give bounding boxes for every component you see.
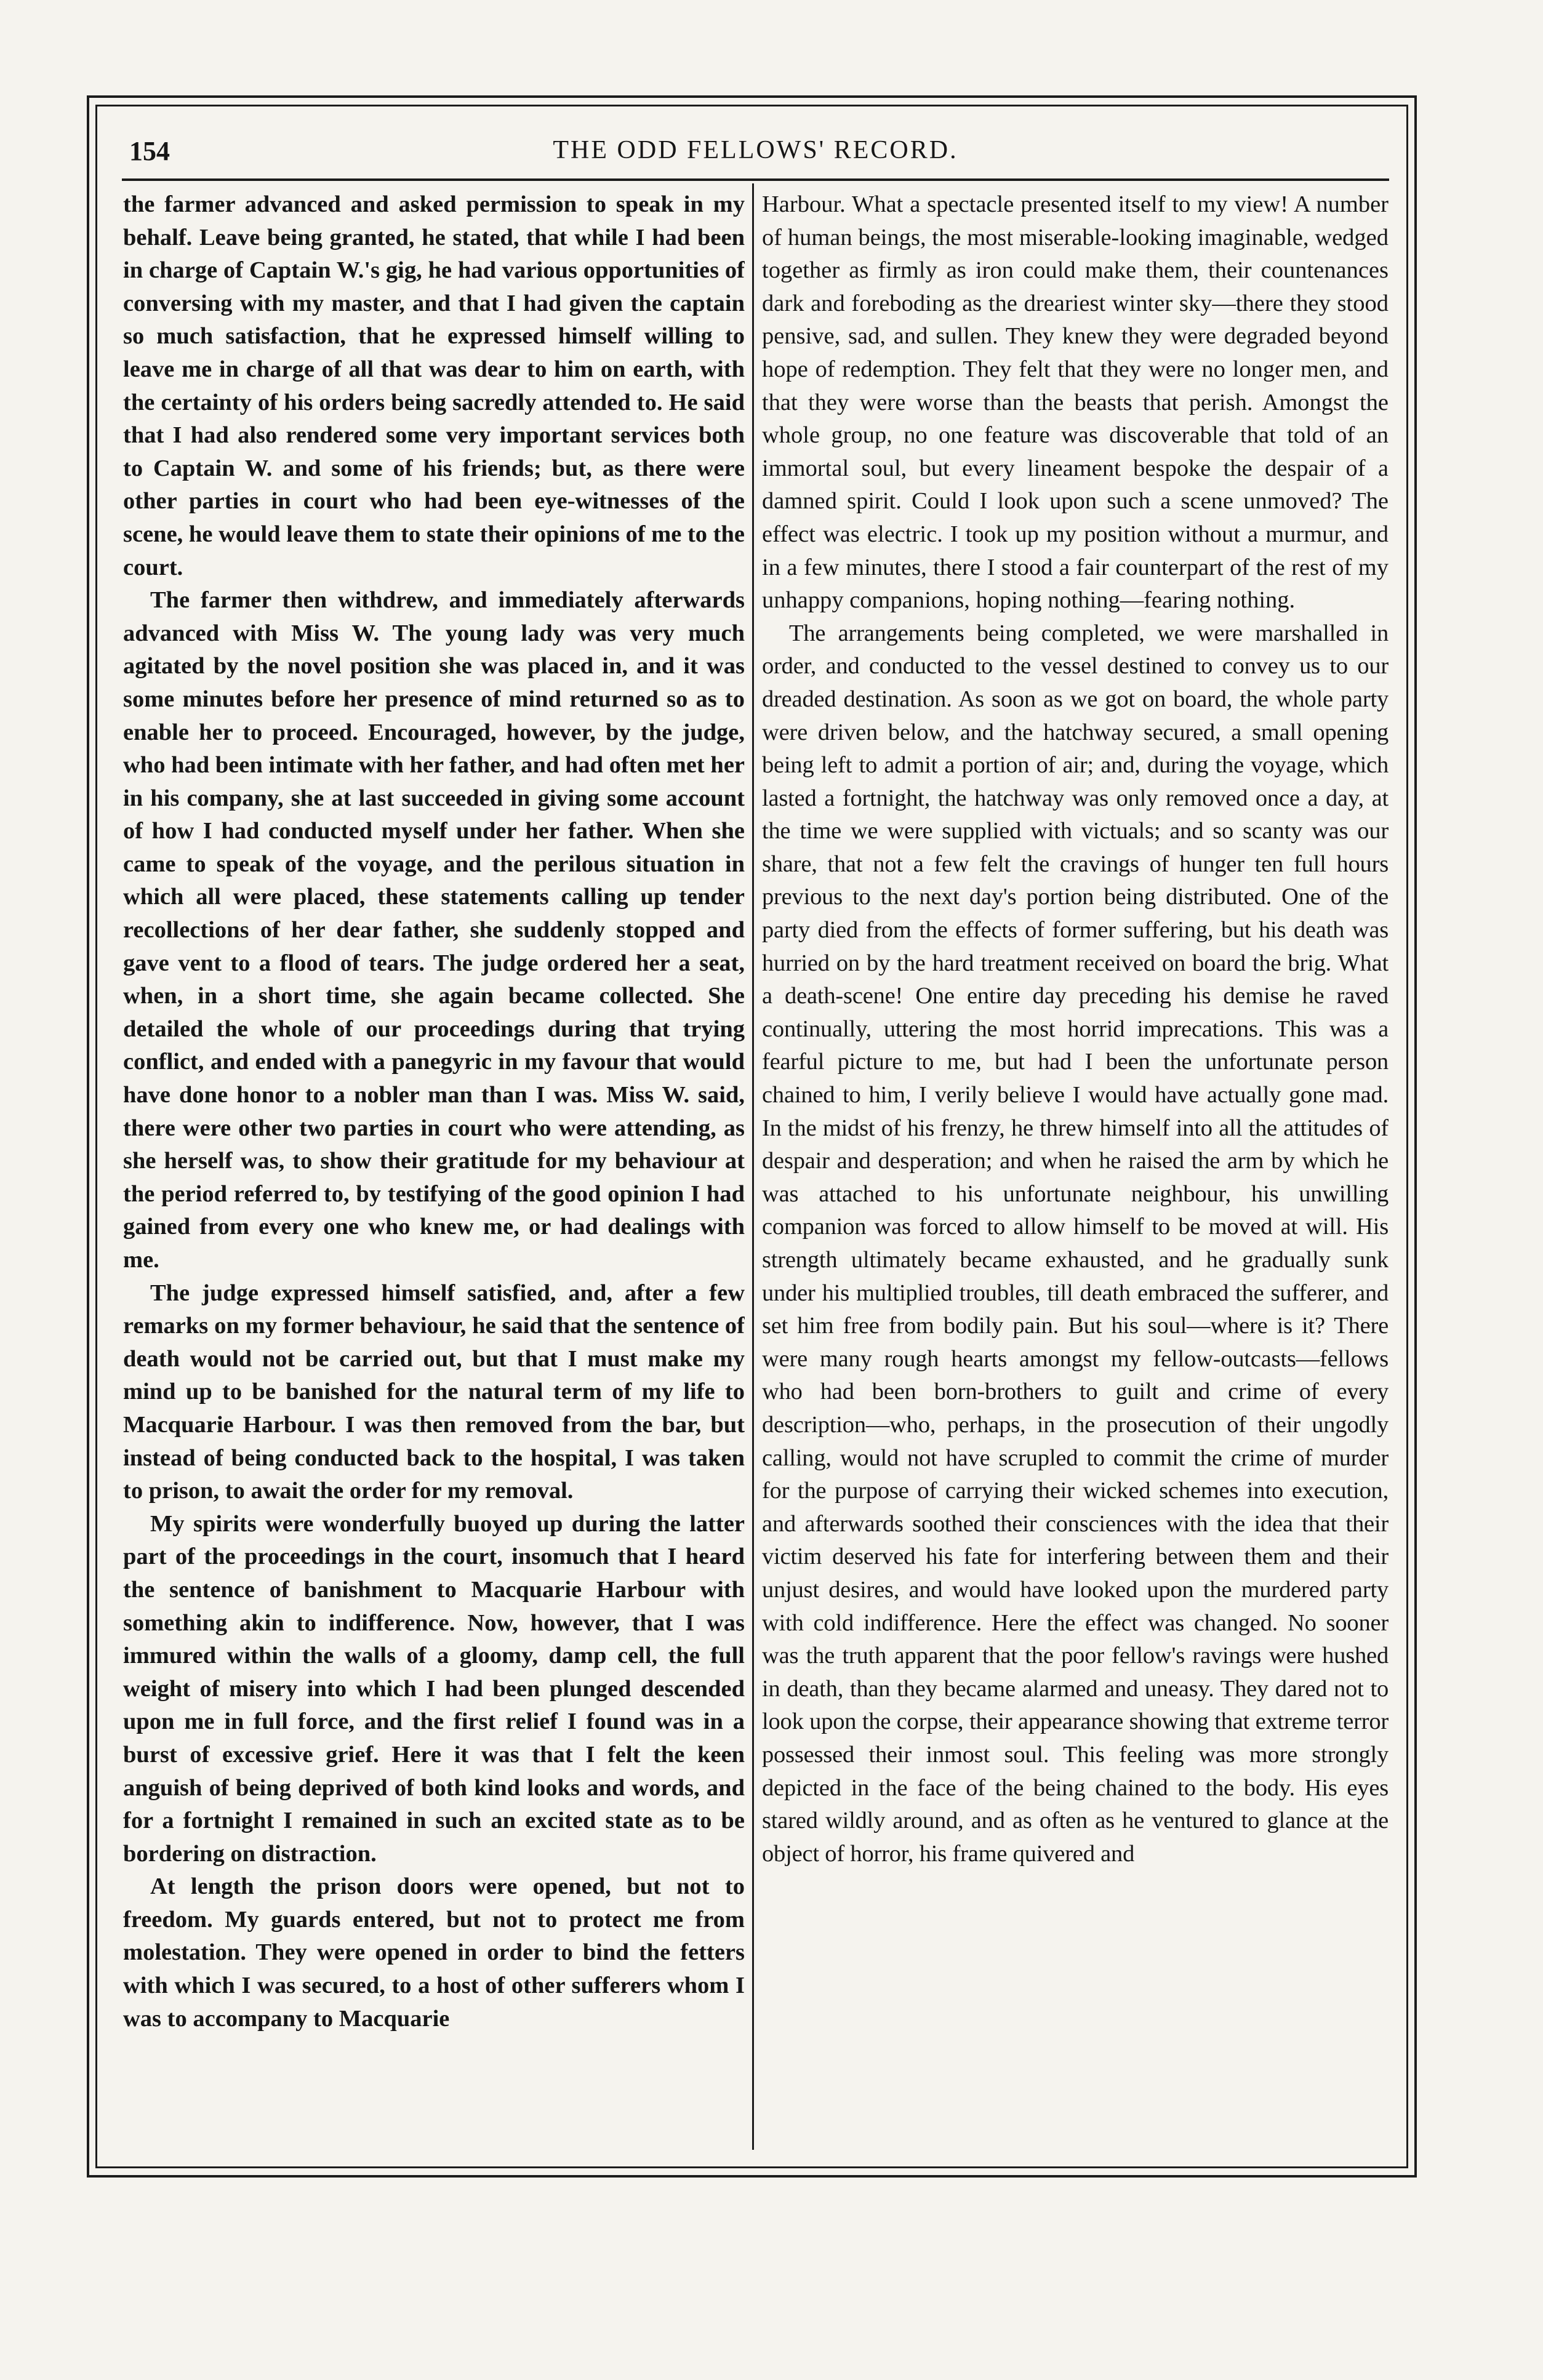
column-divider: [752, 183, 754, 2150]
page-header: [129, 130, 1382, 174]
running-title: THE ODD FELLOWS' RECORD.: [553, 136, 958, 164]
header-rule: [122, 178, 1389, 181]
left-column: [123, 188, 745, 2146]
paragraph: At length the prison doors were opened, but not to freedom. My guards entered, but not to protect me from molestation. They were opened in order to bind the fetters with which I was secured, to a host of other sufferers whom I was to accompany to Macquarie: [123, 1873, 745, 2032]
paragraph: The arrangements being completed, we were marshalled in order, and conducted to the vessel destined to convey us to our dreaded destination. As soon as we got on board, the whole party were driven below, and the hatchway secured, a small opening being left to admit a portion of air; and, during the voyage, which lasted a fortnight, the hatchway was only removed once a day, at the time we were supplied with victuals; and so scanty was our share, that not a few felt the cravings of hunger ten full hours previous to the next day's portion being distributed. One of the party died from the effects of former suffering, but his death was hurried on by the hard treatment received on board the brig. What a death-scene! One entire day preceding his demise he raved continually, uttering the most horrid imprecations. This was a fearful picture to me, but had I been the unfortunate person chained to him, I verily believe I would have actually gone mad. In the midst of his frenzy, he threw himself into all the attitudes of despair and desperation; and when he raised the arm by which he was attached to his unfortunate neighbour, his unwilling companion was forced to allow himself to be moved at will. His strength ultimately became exhausted, and he gradually sunk under his multiplied troubles, till death embraced the sufferer, and set him free from bodily pain. But his soul—where is it? There were many rough hearts amongst my fellow-outcasts—fellows who had been born-brothers to guilt and crime of every description—who, perhaps, in the prosecution of their ungodly calling, would not have scrupled to commit the crime of murder for the purpose of carrying their wicked schemes into execution, and afterwards soothed their consciences with the idea that their victim deserved his fate for interfering between them and their unjust desires, and would have looked upon the murdered party with cold indifference. Here the effect was changed. No sooner was the truth apparent that the poor fellow's ravings were hushed in death, than they became alarmed and uneasy. They dared not to look upon the corpse, their appearance showing that extreme terror possessed their inmost soul. This feeling was more strongly depicted in the face of the being chained to the body. His eyes stared wildly around, and as often as he ventured to glance at the object of horror, his frame quivered and: [762, 620, 1389, 1867]
paragraph: My spirits were wonderfully buoyed up during the latter part of the proceedings in the court, insomuch that I heard the sentence of banishment to Macquarie Harbour with something akin to indifference. Now, however, that I was immured within the walls of a gloomy, damp cell, the full weight of misery into which I had been plunged descended upon me in full force, and the first relief I found was in a burst of excessive grief. Here it was that I felt the keen anguish of being deprived of both kind looks and words, and for a fortnight I remained in such an excited state as to be bordering on distraction.: [123, 1510, 745, 1867]
paragraph: The farmer then withdrew, and immediately afterwards advanced with Miss W. The young lady was very much agitated by the novel position she was placed in, and it was some minutes before her presence of mind returned so as to enable her to proceed. Encouraged, however, by the judge, who had been intimate with her father, and had often met her in his company, she at last succeeded in giving some account of how I had conducted myself under her father. When she came to speak of the voyage, and the perilous situation in which all were placed, these statements calling up tender recollections of her dear father, she suddenly stopped and gave vent to a flood of tears. The judge ordered her a seat, when, in a short time, she again became collected. She detailed the whole of our proceedings during that trying conflict, and ended with a panegyric in my favour that would have done honor to a nobler man than I was. Miss W. said, there were other two parties in court who were attending, as she herself was, to show their gratitude for my behaviour at the period referred to, by testifying of the good opinion I had gained from every one who knew me, or had dealings with me.: [123, 587, 745, 1273]
paragraph: the farmer advanced and asked permission to speak in my behalf. Leave being granted, he stated, that while I had been in charge of Captain W.'s gig, he had various opportunities of conversing with my master, and that I had given the captain so much satisfaction, that he expressed himself willing to leave me in charge of all that was dear to him on earth, with the certainty of his orders being sacredly attended to. He said that I had also rendered some very important services both to Captain W. and some of his friends; but, as there were other parties in court who had been eye-witnesses of the scene, he would leave them to state their opinions of me to the court.: [123, 191, 745, 580]
paragraph: The judge expressed himself satisfied, and, after a few remarks on my former behaviour, he said that the sentence of death would not be carried out, but that I must make my mind up to be banished for the natural term of my life to Macquarie Harbour. I was then removed from the bar, but instead of being conducted back to the hospital, I was taken to prison, to await the order for my removal.: [123, 1280, 745, 1504]
paragraph: Harbour. What a spectacle presented itself to my view! A number of human beings, the most miserable-looking imaginable, wedged together as firmly as iron could make them, their countenances dark and foreboding as the dreariest winter sky—there they stood pensive, sad, and sullen. They knew they were degraded beyond hope of redemption. They felt that they were no longer men, and that they were worse than the beasts that perish. Amongst the whole group, no one feature was discoverable that told of an immortal soul, but every lineament bespoke the despair of a damned spirit. Could I look upon such a scene unmoved? The effect was electric. I took up my position without a murmur, and in a few minutes, there I stood a fair counterpart of the rest of my unhappy companions, hoping nothing—fearing nothing.: [762, 191, 1389, 614]
page-number: 154: [129, 136, 170, 166]
right-column: [762, 188, 1389, 2146]
